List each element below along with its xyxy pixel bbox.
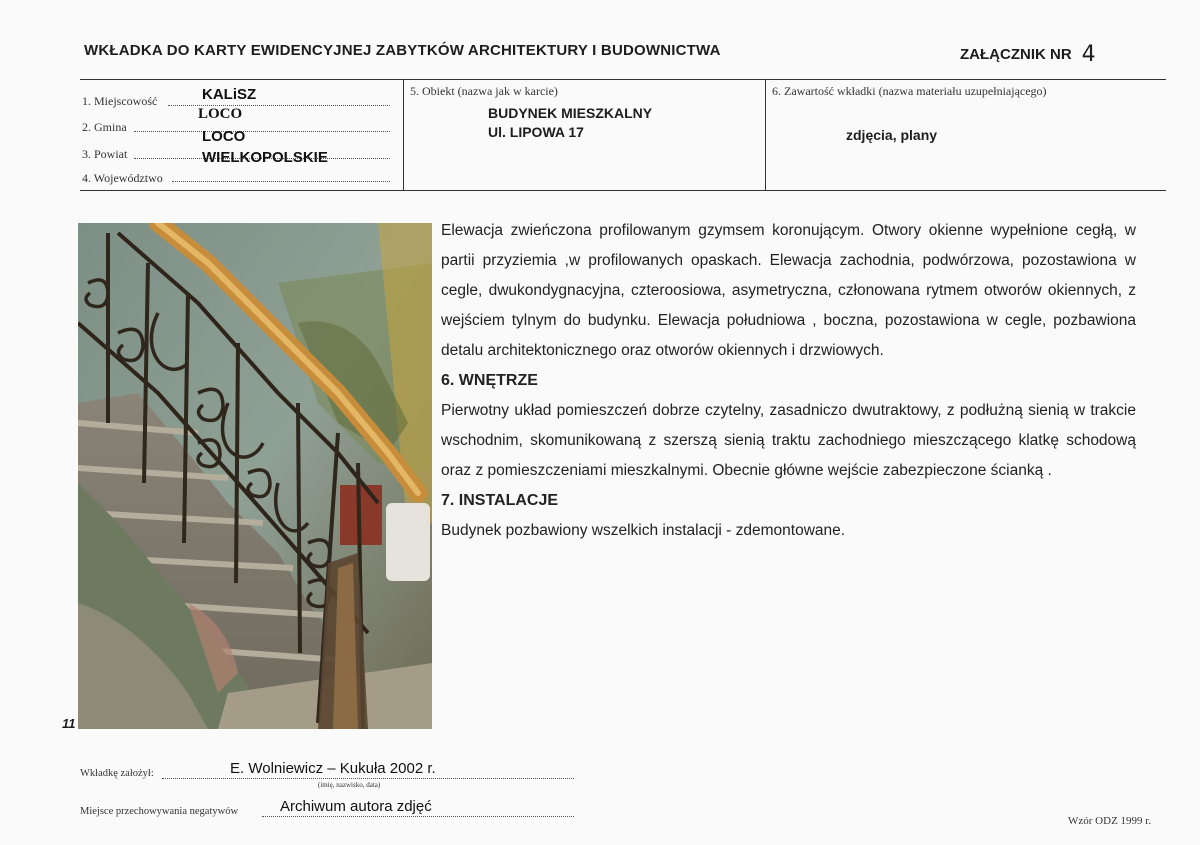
object-label: 5. Obiekt (nazwa jak w karcie) (410, 84, 558, 98)
storage-dots (262, 816, 574, 817)
annex-number: 4 (1081, 42, 1096, 67)
section-interior-title: 6. WNĘTRZE (441, 372, 538, 389)
contents-value: zdjęcia, plany (846, 127, 938, 143)
field-dots-voivodeship (172, 181, 390, 182)
field-label-district: 3. Powiat (82, 147, 128, 161)
section-installations-text: Budynek pozbawiony wszelkich instalacji - zdemontowane. (441, 522, 846, 539)
form-bottom-rule (80, 190, 1166, 191)
storage-label: Miejsce przechowywania negatywów (80, 806, 239, 817)
annex-label-text: ZAŁĄCZNIK NR (960, 46, 1072, 63)
author-sublabel: (imię, nazwisko, data) (318, 781, 381, 789)
object-name: BUDYNEK MIESZKALNY (488, 105, 653, 121)
field-value-voivodeship: WIELKOPOLSKIE (202, 149, 328, 166)
object-address: Ul. LIPOWA 17 (488, 124, 584, 140)
form-divider-2 (765, 79, 766, 190)
description-text (441, 216, 1136, 546)
author-dots (162, 778, 574, 779)
storage-value: Archiwum autora zdjęć (280, 798, 432, 815)
staircase-photo-illustration (78, 223, 432, 729)
annex-label (960, 40, 1096, 65)
author-label: Wkładkę założył: (80, 768, 154, 779)
field-label-voivodeship: 4. Województwo (82, 171, 163, 185)
form-top-rule (80, 79, 1166, 80)
field-value-commune: LOCO (198, 106, 243, 122)
author-value: E. Wolniewicz – Kukuła 2002 r. (230, 760, 436, 777)
field-value-district: LOCO (202, 128, 246, 145)
field-value-town: KALiSZ (202, 86, 257, 103)
document-title: WKŁADKA DO KARTY EWIDENCYJNEJ ZABYTKÓW ARCHITEKTURY I BUDOWNICTWA (84, 42, 721, 59)
form-divider-1 (403, 79, 404, 190)
section-installations-title: 7. INSTALACJE (441, 492, 559, 509)
section-interior-text: Pierwotny układ pomieszczeń dobrze czytelny, zasadniczo dwutraktowy, z podłużną sienią w trakcie wschodnim, skomunikowaną z szerszą sienią traktu zachodniego mieszczącego klatkę schodową oraz z pomieszczeniami mieszkalnymi. Obecnie główne wejście zabezpieczone ścianką . (441, 402, 1136, 479)
contents-label: 6. Zawartość wkładki (nazwa materiału uzupełniającego) (772, 84, 1047, 98)
field-label-commune: 2. Gmina (82, 120, 127, 134)
form-template-id: Wzór ODZ 1999 r. (1068, 815, 1152, 827)
photo-page-number: 11 (62, 716, 76, 731)
staircase-photo (78, 223, 432, 729)
field-dots-commune (134, 131, 390, 132)
field-label-town: 1. Miejscowość (82, 94, 158, 108)
facade-paragraph: Elewacja zwieńczona profilowanym gzymsem koronującym. Otwory okienne wypełnione cegłą, w partii przyziemia ,w profilowanych opaskach. Elewacja zachodnia, podwórzowa, pozostawiona w cegle, dwukondygnacyjna, czteroosiowa, asymetryczna, członowana rytmem otworów okiennych, z wejściem tylnym do budynku. Elewacja południowa , boczna, pozostawiona w cegle, pozbawiona detalu architektonicznego oraz otworów okiennych i drzwiowych. (441, 222, 1136, 359)
